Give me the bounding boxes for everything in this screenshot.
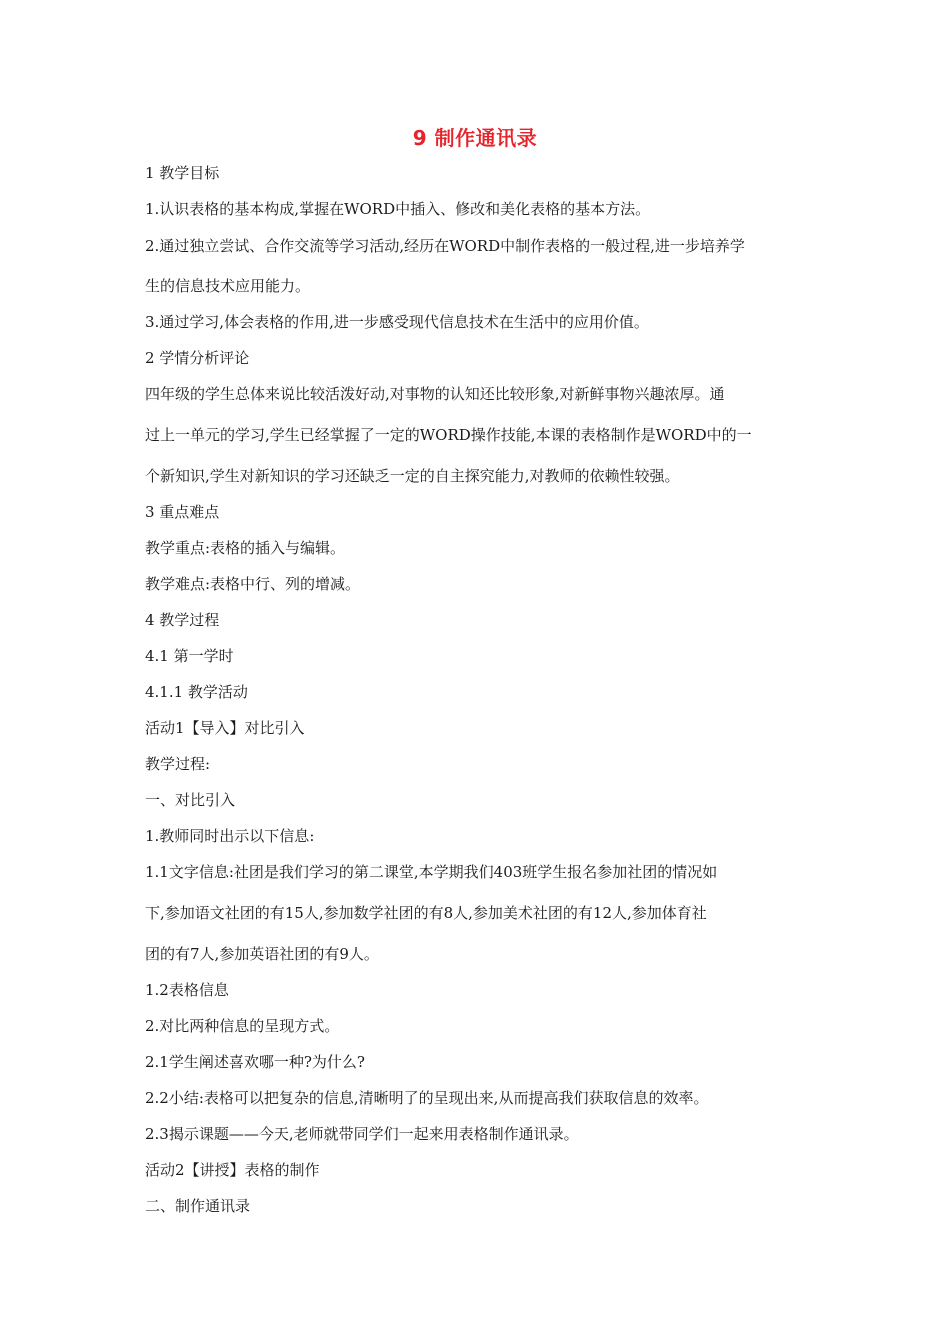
paragraph-line: 2.对比两种信息的呈现方式。 [145, 1017, 340, 1035]
heading-first-lesson: 4.1 第一学时 [145, 647, 234, 665]
paragraph-line: 3.通过学习,体会表格的作用,进一步感受现代信息技术在生活中的应用价值。 [145, 313, 649, 331]
paragraph-line: 二、制作通讯录 [145, 1197, 251, 1215]
paragraph-line: 2.通过独立尝试、合作交流等学习活动,经历在WORD中制作表格的一般过程,进一步培养学 [145, 237, 745, 255]
heading-teaching-goals: 1 教学目标 [145, 164, 220, 182]
heading-key-points: 3 重点难点 [145, 503, 220, 521]
heading-teaching-activity: 4.1.1 教学活动 [145, 683, 248, 701]
activity-heading: 活动1【导入】对比引入 [145, 719, 305, 737]
paragraph-line: 2.1学生阐述喜欢哪一种?为什么? [145, 1053, 365, 1071]
paragraph-line: 2.3揭示课题——今天,老师就带同学们一起来用表格制作通讯录。 [145, 1125, 579, 1143]
paragraph-line: 1.1文字信息:社团是我们学习的第二课堂,本学期我们403班学生报名参加社团的情况如 [145, 863, 718, 881]
heading-student-analysis: 2 学情分析评论 [145, 349, 250, 367]
paragraph-line: 1.2表格信息 [145, 981, 229, 999]
paragraph-line: 生的信息技术应用能力。 [145, 277, 311, 295]
paragraph-line: 教学难点:表格中行、列的增减。 [145, 575, 361, 593]
paragraph-line: 一、对比引入 [145, 791, 236, 809]
paragraph-line: 团的有7人,参加英语社团的有9人。 [145, 945, 379, 963]
paragraph-line: 下,参加语文社团的有15人,参加数学社团的有8人,参加美术社团的有12人,参加体育社 [145, 904, 707, 922]
paragraph-line: 四年级的学生总体来说比较活泼好动,对事物的认知还比较形象,对新鲜事物兴趣浓厚。通 [145, 385, 725, 403]
paragraph-line: 过上一单元的学习,学生已经掌握了一定的WORD操作技能,本课的表格制作是WORD中的一 [145, 426, 752, 444]
paragraph-line: 2.2小结:表格可以把复杂的信息,清晰明了的呈现出来,从而提高我们获取信息的效率。 [145, 1089, 709, 1107]
document-title: 9 制作通讯录 [412, 126, 538, 150]
paragraph-line: 教学过程: [145, 755, 211, 773]
paragraph-line: 1.教师同时出示以下信息: [145, 827, 315, 845]
paragraph-line: 教学重点:表格的插入与编辑。 [145, 539, 346, 557]
activity-heading: 活动2【讲授】表格的制作 [145, 1161, 320, 1179]
paragraph-line: 1.认识表格的基本构成,掌握在WORD中插入、修改和美化表格的基本方法。 [145, 200, 651, 218]
heading-teaching-process: 4 教学过程 [145, 611, 220, 629]
paragraph-line: 个新知识,学生对新知识的学习还缺乏一定的自主探究能力,对教师的依赖性较强。 [145, 467, 680, 485]
